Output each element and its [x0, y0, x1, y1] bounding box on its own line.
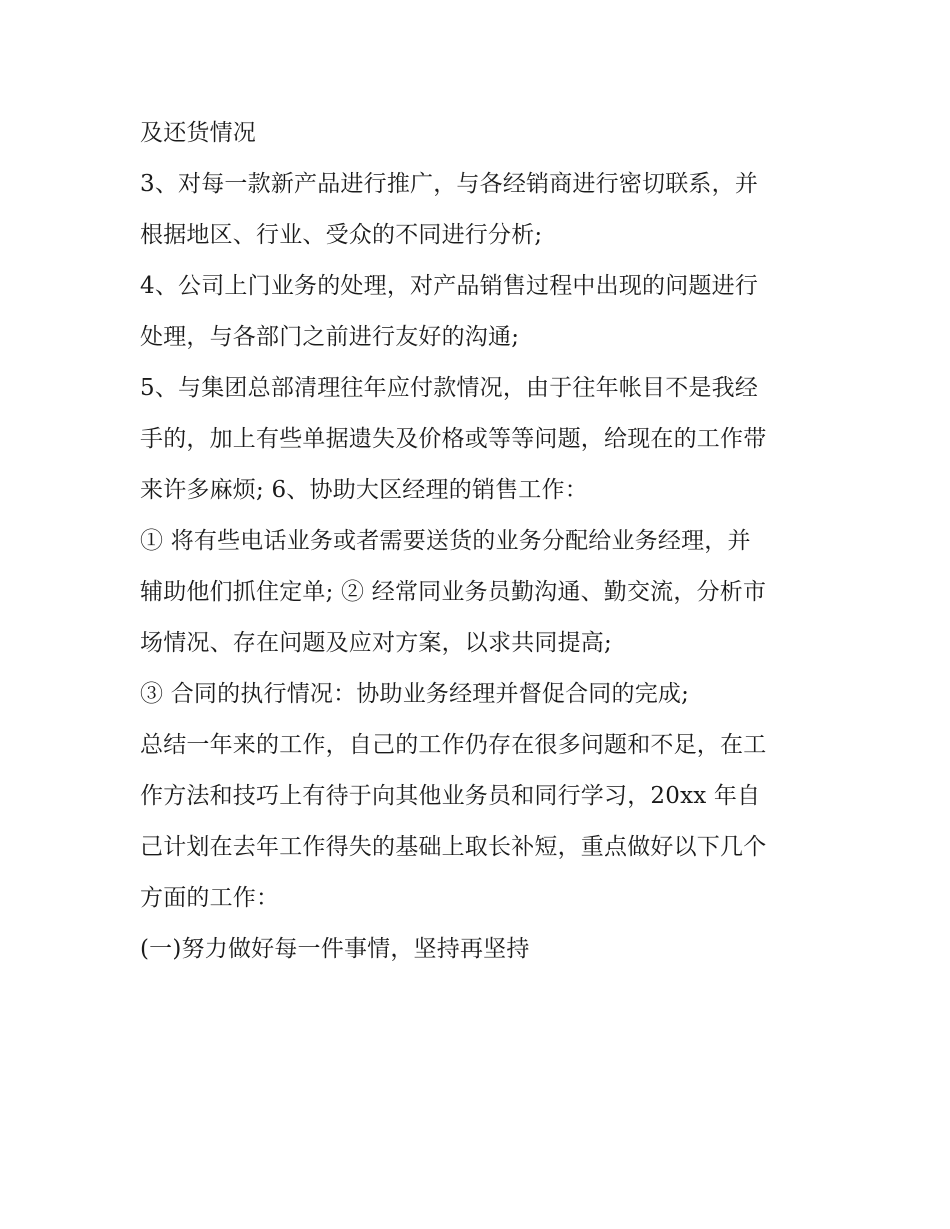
text-line: 场情况、存在问题及应对方案，以求共同提高;: [140, 630, 612, 656]
text-line: 来许多麻烦; 6、协助大区经理的销售工作：: [140, 477, 588, 503]
text-line: 3、对每一款新产品进行推广，与各经销商进行密切联系，并: [140, 171, 759, 197]
text-line: 方面的工作：: [140, 885, 280, 911]
text-line: 辅助他们抓住定单; ② 经常同业务员勤沟通、勤交流，分析市: [140, 579, 767, 605]
text-line: 手的，加上有些单据遗失及价格或等等问题，给现在的工作带: [140, 426, 767, 452]
text-line: 己计划在去年工作得失的基础上取长补短，重点做好以下几个: [140, 834, 767, 860]
text-line: (一)努力做好每一件事情，坚持再坚持: [140, 936, 530, 962]
text-line: 5、与集团总部清理往年应付款情况，由于往年帐目不是我经: [140, 375, 759, 401]
text-line: 总结一年来的工作，自己的工作仍存在很多问题和不足，在工: [140, 732, 767, 758]
document-body: [140, 108, 820, 975]
text-line: 根据地区、行业、受众的不同进行分析;: [140, 222, 543, 248]
text-line: 4、公司上门业务的处理，对产品销售过程中出现的问题进行: [140, 273, 759, 299]
text-line: ③ 合同的执行情况：协助业务经理并督促合同的完成;: [140, 681, 690, 707]
text-line: 作方法和技巧上有待于向其他业务员和同行学习，20xx 年自: [140, 783, 761, 809]
text-line: ① 将有些电话业务或者需要送货的业务分配给业务经理，并: [140, 528, 751, 554]
text-line: 及还货情况: [140, 120, 256, 146]
text-line: 处理，与各部门之前进行友好的沟通;: [140, 324, 520, 350]
